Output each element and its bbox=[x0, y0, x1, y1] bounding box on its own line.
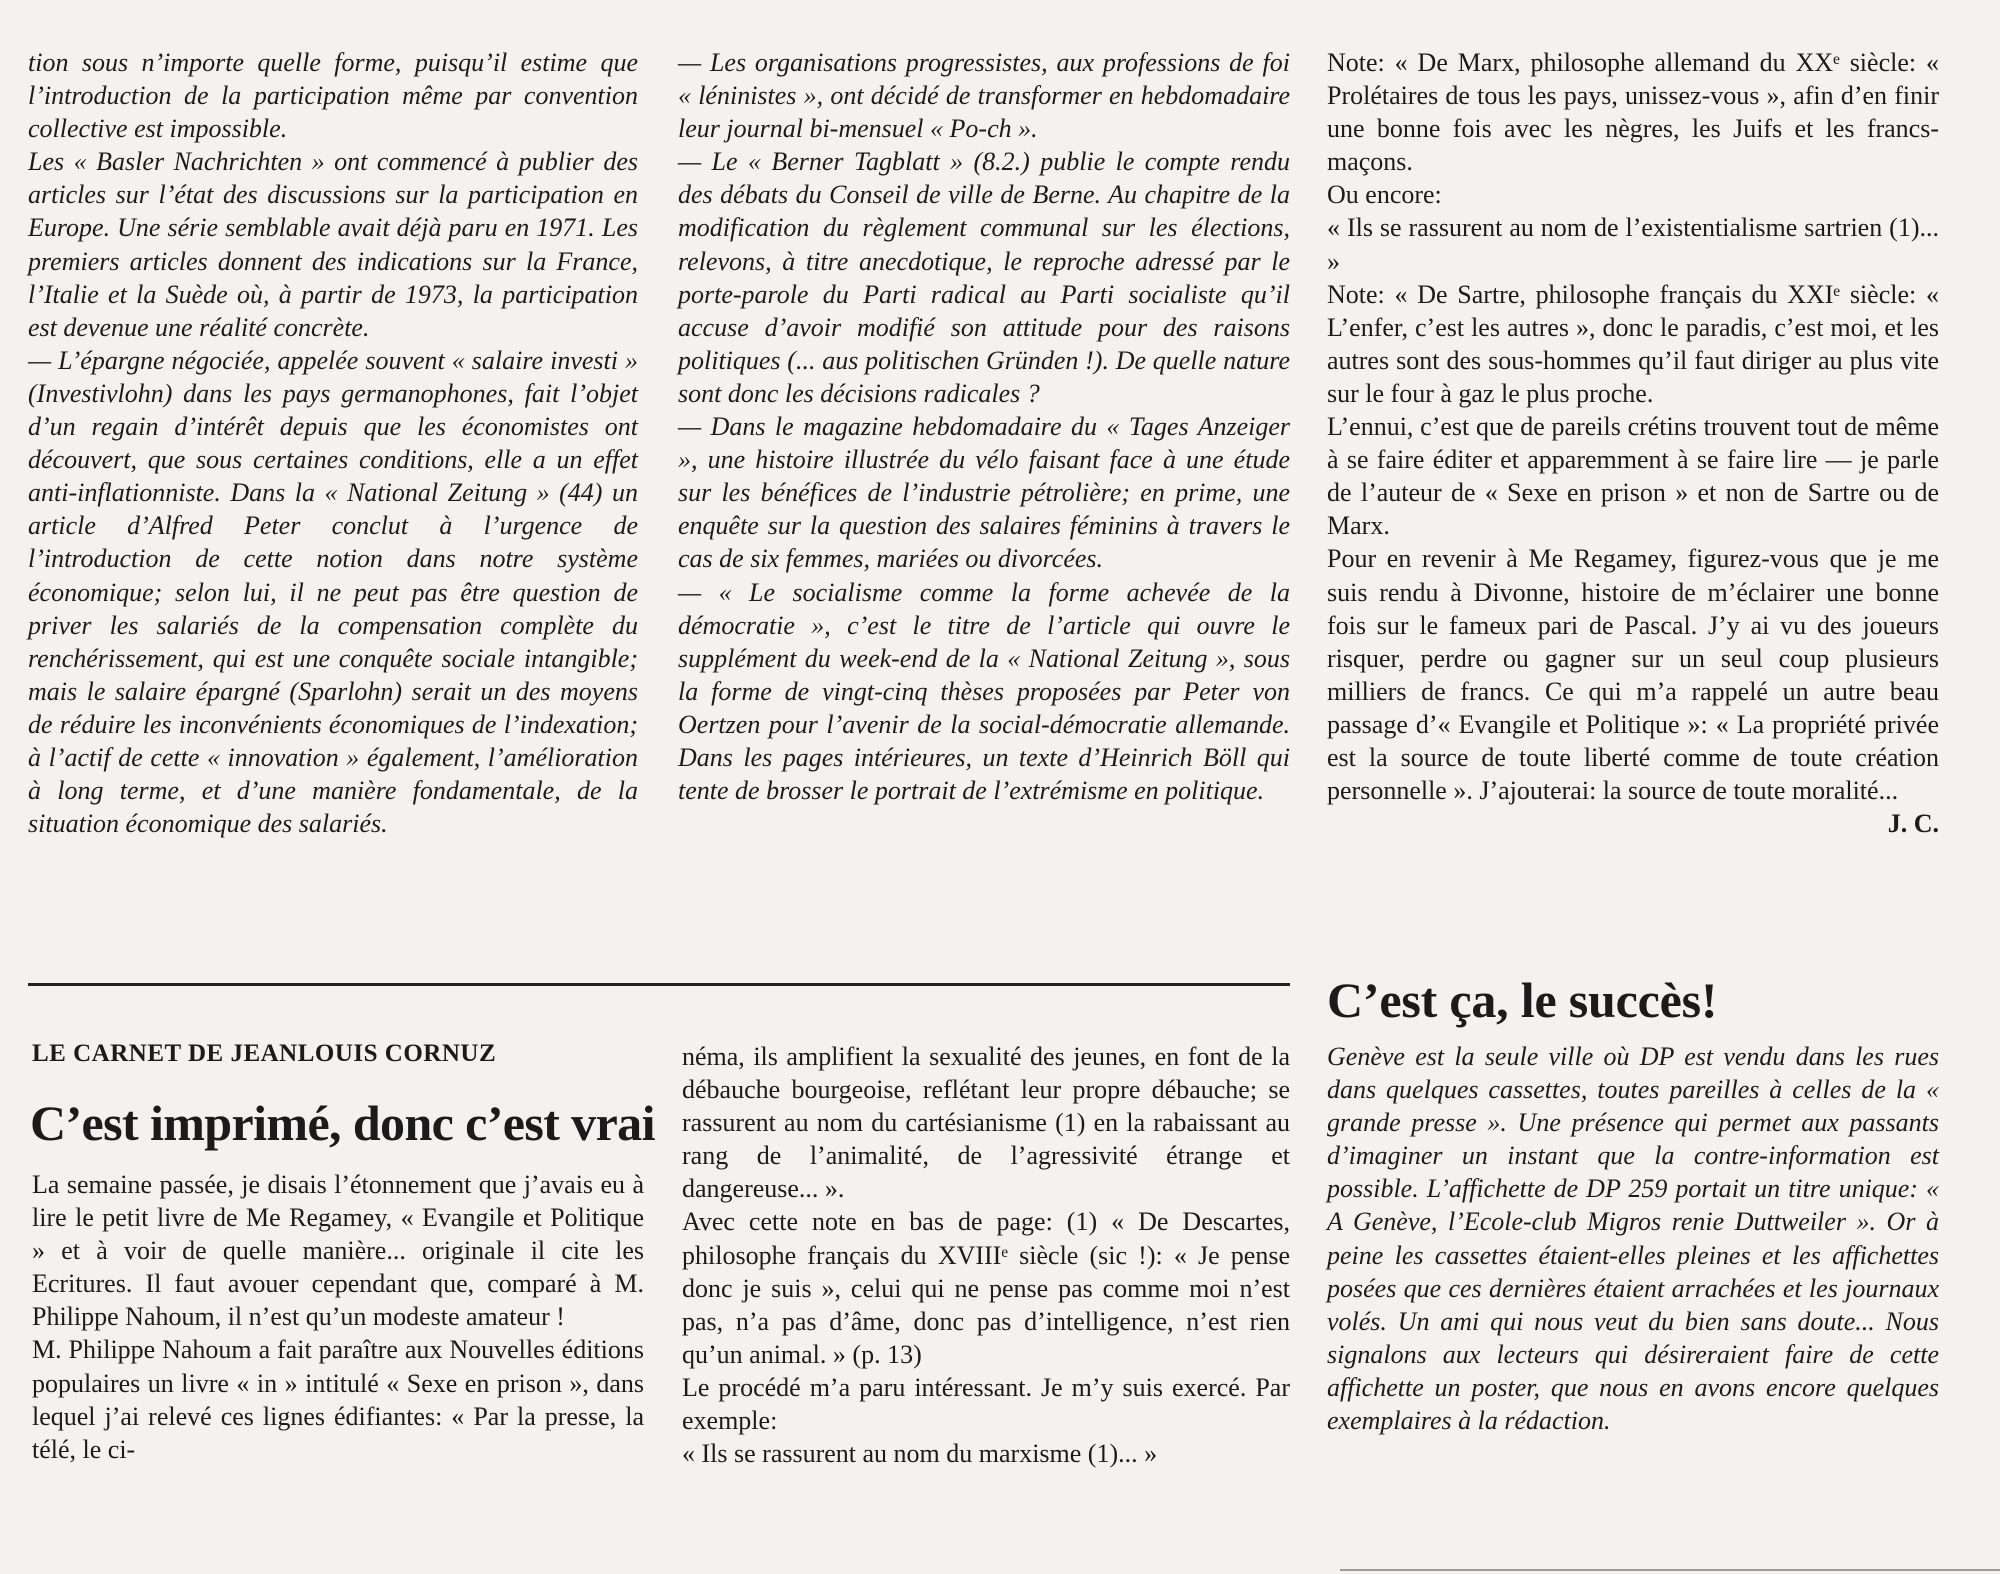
top-column-3 bbox=[1327, 46, 1939, 840]
paragraph: néma, ils amplifient la sexualité des jeunes, en font de la débauche bourgeoise, reflétant leur propre débauche; se rassurent au nom du cartésianisme (1) en la rabaissant au rang de l’animalité, de l’agressivité étrange et dangereuse... ». bbox=[682, 1042, 1290, 1204]
paragraph: — Les organisations progressistes, aux professions de foi « léninistes », ont décidé de transformer en hebdomadaire leur journal bi-mensuel « Po-ch ». bbox=[678, 48, 1290, 144]
paragraph: Avec cette note en bas de page: (1) « De Descartes, philosophe français du XVIIIᵉ siècle (sic !): « Je pense donc je suis », celui qui ne pense pas comme moi n’est pas, n’a pas d’âme, donc pas d’intelligence, n’est rien qu’un animal. » (p. 13) bbox=[682, 1207, 1290, 1369]
paragraph: tion sous n’importe quelle forme, puisqu’il estime que l’introduction de la participation même par convention collective est impossible. bbox=[28, 48, 638, 144]
paragraph: — « Le socialisme comme la forme achevée de la démocratie », c’est le titre de l’article qui ouvre le supplément du week-end de la « National Zeitung », sous la forme de vingt-cinq thèses proposées par Peter von Oertzen pour l’avenir de la social-démocratie allemande. Dans les pages intérieures, un texte d’Heinrich Böll qui tente de brosser le portrait de l’extrémisme en politique. bbox=[678, 577, 1290, 806]
paragraph: L’ennui, c’est que de pareils crétins trouvent tout de même à se faire éditer et apparemment à se faire lire — je parle de l’auteur de « Sexe en prison » et non de Sartre ou de Marx. bbox=[1327, 412, 1939, 541]
paragraph: Pour en revenir à Me Regamey, figurez-vous que je me suis rendu à Divonne, histoire de m’éclairer une bonne fois sur le fameux pari de Pascal. J’y ai vu des joueurs risquer, perdre ou gagner sur un seul coup plusieurs milliers de francs. Ce qui m’a rappelé un autre beau passage d’« Evangile et Politique »: « La propriété privée est la source de toute liberté comme de toute création personnelle ». J’ajouterai: la source de toute moralité... bbox=[1327, 544, 1939, 806]
paragraph: « Ils se rassurent au nom de l’existentialisme sartrien (1)... » bbox=[1327, 213, 1939, 276]
paragraph: « Ils se rassurent au nom du marxisme (1)... » bbox=[682, 1439, 1158, 1469]
carnet-column-2 bbox=[682, 1040, 1290, 1470]
bottom-rule bbox=[1340, 1569, 2000, 1571]
paragraph: Ou encore: bbox=[1327, 180, 1442, 210]
succes-body bbox=[1327, 1040, 1939, 1437]
column-kicker: LE CARNET DE JEANLOUIS CORNUZ bbox=[32, 1040, 497, 1067]
paragraph: Le procédé m’a paru intéressant. Je m’y suis exercé. Par exemple: bbox=[682, 1372, 1290, 1436]
paragraph: La semaine passée, je disais l’étonnement que j’avais eu à lire le petit livre de Me Regamey, « Evangile et Politique » et à voir de quelle manière... originale il cite les Ecritures. Il faut avouer cependant que, comparé à M. Philippe Nahoum, il n’est qu’un modeste amateur ! bbox=[32, 1170, 644, 1332]
article-headline: C’est ça, le succès! bbox=[1327, 972, 1718, 1028]
paragraph: Note: « De Marx, philosophe allemand du XXᵉ siècle: « Prolétaires de tous les pays, unissez-vous », afin d’en finir une bonne fois avec les nègres, les Juifs et les francs-maçons. bbox=[1327, 48, 1939, 177]
article-headline: C’est imprimé, donc c’est vrai bbox=[30, 1095, 655, 1151]
paragraph: — L’épargne négociée, appelée souvent « salaire investi » (Investivlohn) dans les pays germanophones, fait l’objet d’un regain d’intérêt depuis que les économistes ont découvert, que sous certaines conditions, elle a un effet anti-inflationniste. Dans la « National Zeitung » (44) un article d’Alfred Peter conclut à l’urgence de l’introduction de cette notion dans notre système économique; selon lui, il ne peut pas être question de priver les salariés de la compensation complète du renchérissement, qui est une conquête sociale intangible; mais le salaire épargné (Sparlohn) serait un des moyens de réduire les inconvénients économiques de l’indexation; à l’actif de cette « innovation » également, l’amélioration à long terme, et d’une manière fondamentale, de la situation économique des salariés. bbox=[28, 345, 638, 839]
section-divider bbox=[28, 983, 1290, 986]
paragraph: Les « Basler Nachrichten » ont commencé à publier des articles sur l’état des discussions sur la participation en Europe. Une série semblable avait déjà paru en 1971. Les premiers articles donnent des indications sur la France, l’Italie et la Suède où, à partir de 1973, la participation est devenue une réalité concrète. bbox=[28, 147, 638, 342]
paragraph: — Dans le magazine hebdomadaire du « Tages Anzeiger », une histoire illustrée du vélo faisant face à une étude sur les bénéfices de l’industrie pétrolière; en prime, une enquête sur la question des salaires féminins à travers le cas de six femmes, mariées ou divorcées. bbox=[678, 412, 1290, 574]
carnet-column-1 bbox=[32, 1168, 644, 1466]
paragraph: M. Philippe Nahoum a fait paraître aux Nouvelles éditions populaires un livre « in » intitulé « Sexe en prison », dans lequel j’ai relevé ces lignes édifiantes: « Par la presse, la télé, le ci- bbox=[32, 1335, 644, 1464]
top-column-1 bbox=[28, 46, 638, 840]
paragraph: Genève est la seule ville où DP est vendu dans les rues dans quelques cassettes, toutes pareilles à celles de la « grande presse ». Une présence qui permet aux passants d’imaginer un instant que la contre-information est possible. L’affichette de DP 259 portait un titre unique: « A Genève, l’Ecole-club Migros renie Duttweiler ». Or à peine les cassettes étaient-elles pleines et les affichettes posées que ces dernières étaient arrachées et les journaux volés. Un ami qui nous veut du bien sans doute... Nous signalons aux lecteurs qui désireraient faire de cette affichette un poster, que nous en avons encore quelques exemplaires à la rédaction. bbox=[1327, 1042, 1939, 1436]
paragraph: — Le « Berner Tagblatt » (8.2.) publie le compte rendu des débats du Conseil de ville de Berne. Au chapitre de la modification du règlement communal sur les élections, relevons, à titre anecdotique, le reproche adressé par le porte-parole du Parti radical au Parti socialiste qu’il accuse d’avoir modifié son attitude pour des raisons politiques (... aus politischen Gründen !). De quelle nature sont donc les décisions radicales ? bbox=[678, 147, 1290, 408]
paragraph: Note: « De Sartre, philosophe français du XXIᵉ siècle: « L’enfer, c’est les autres », donc le paradis, c’est moi, et les autres sont des sous-hommes qu’il faut diriger au plus vite sur le four à gaz le plus proche. bbox=[1327, 279, 1939, 408]
top-column-2 bbox=[678, 46, 1290, 807]
author-signature: J. C. bbox=[1887, 809, 1939, 839]
